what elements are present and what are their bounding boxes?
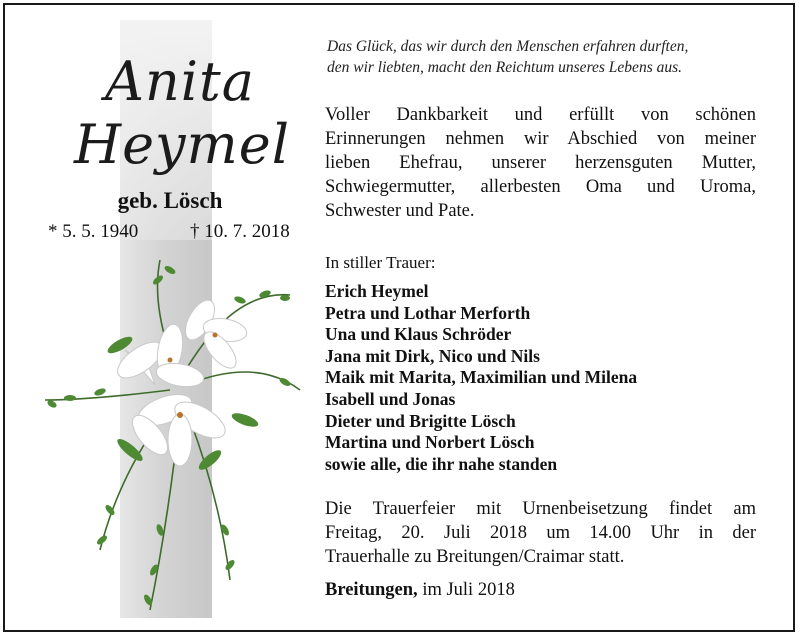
- death-date: † 10. 7. 2018: [190, 221, 290, 242]
- place-town: Breitungen,: [325, 580, 418, 600]
- quote-line: den wir liebten, macht den Reichtum unseres Lebens aus.: [327, 59, 683, 76]
- service-line: Die Trauerfeier mit Urnenbeisetzung findet am: [325, 499, 756, 519]
- mourner: Martina und Norbert Lösch: [325, 432, 535, 453]
- white-lily-bouquet-icon: [30, 250, 320, 630]
- first-name: Anita: [105, 50, 255, 113]
- intro-line: Schwiegermutter, allerbesten Oma und Uroma,: [325, 177, 756, 197]
- intro-line: Voller Dankbarkeit und erfüllt von schönen: [325, 105, 756, 125]
- birth-name: geb. Lösch: [117, 188, 223, 213]
- mourner: Erich Heymel: [325, 281, 429, 301]
- mourner: Isabell und Jonas: [325, 388, 456, 409]
- service-line: Freitag, 20. Juli 2018 um 14.00 Uhr in der: [325, 523, 756, 543]
- mourner: Una und Klaus Schröder: [325, 324, 512, 345]
- intro-line: Erinnerungen nehmen wir Abschied von meiner: [325, 129, 756, 149]
- birth-date: * 5. 5. 1940: [48, 221, 139, 242]
- mourner: Jana mit Dirk, Nico und Nils: [325, 345, 540, 366]
- quote-line: Das Glück, das wir durch den Menschen erfahren durften,: [327, 38, 689, 55]
- place-month: im Juli 2018: [422, 580, 515, 600]
- intro-line: Schwester und Pate.: [325, 201, 475, 221]
- service-text: [325, 497, 756, 569]
- intro-line: lieben Ehefrau, unserer herzensguten Mutter,: [325, 153, 756, 173]
- quote: [327, 36, 767, 78]
- mourner: sowie alle, die ihr nahe standen: [325, 453, 558, 474]
- place-date: [325, 580, 515, 601]
- mourner: Dieter und Brigitte Lösch: [325, 410, 516, 431]
- grief-label: In stiller Trauer:: [325, 253, 436, 272]
- service-line: Trauerhalle zu Breitungen/Craimar statt.: [325, 547, 625, 567]
- last-name: Heymel: [74, 113, 290, 176]
- intro-text: [325, 103, 756, 223]
- mourners-list: [325, 281, 637, 475]
- mourner: Maik mit Marita, Maximilian und Milena: [325, 367, 638, 388]
- mourner: Petra und Lothar Merforth: [325, 302, 531, 323]
